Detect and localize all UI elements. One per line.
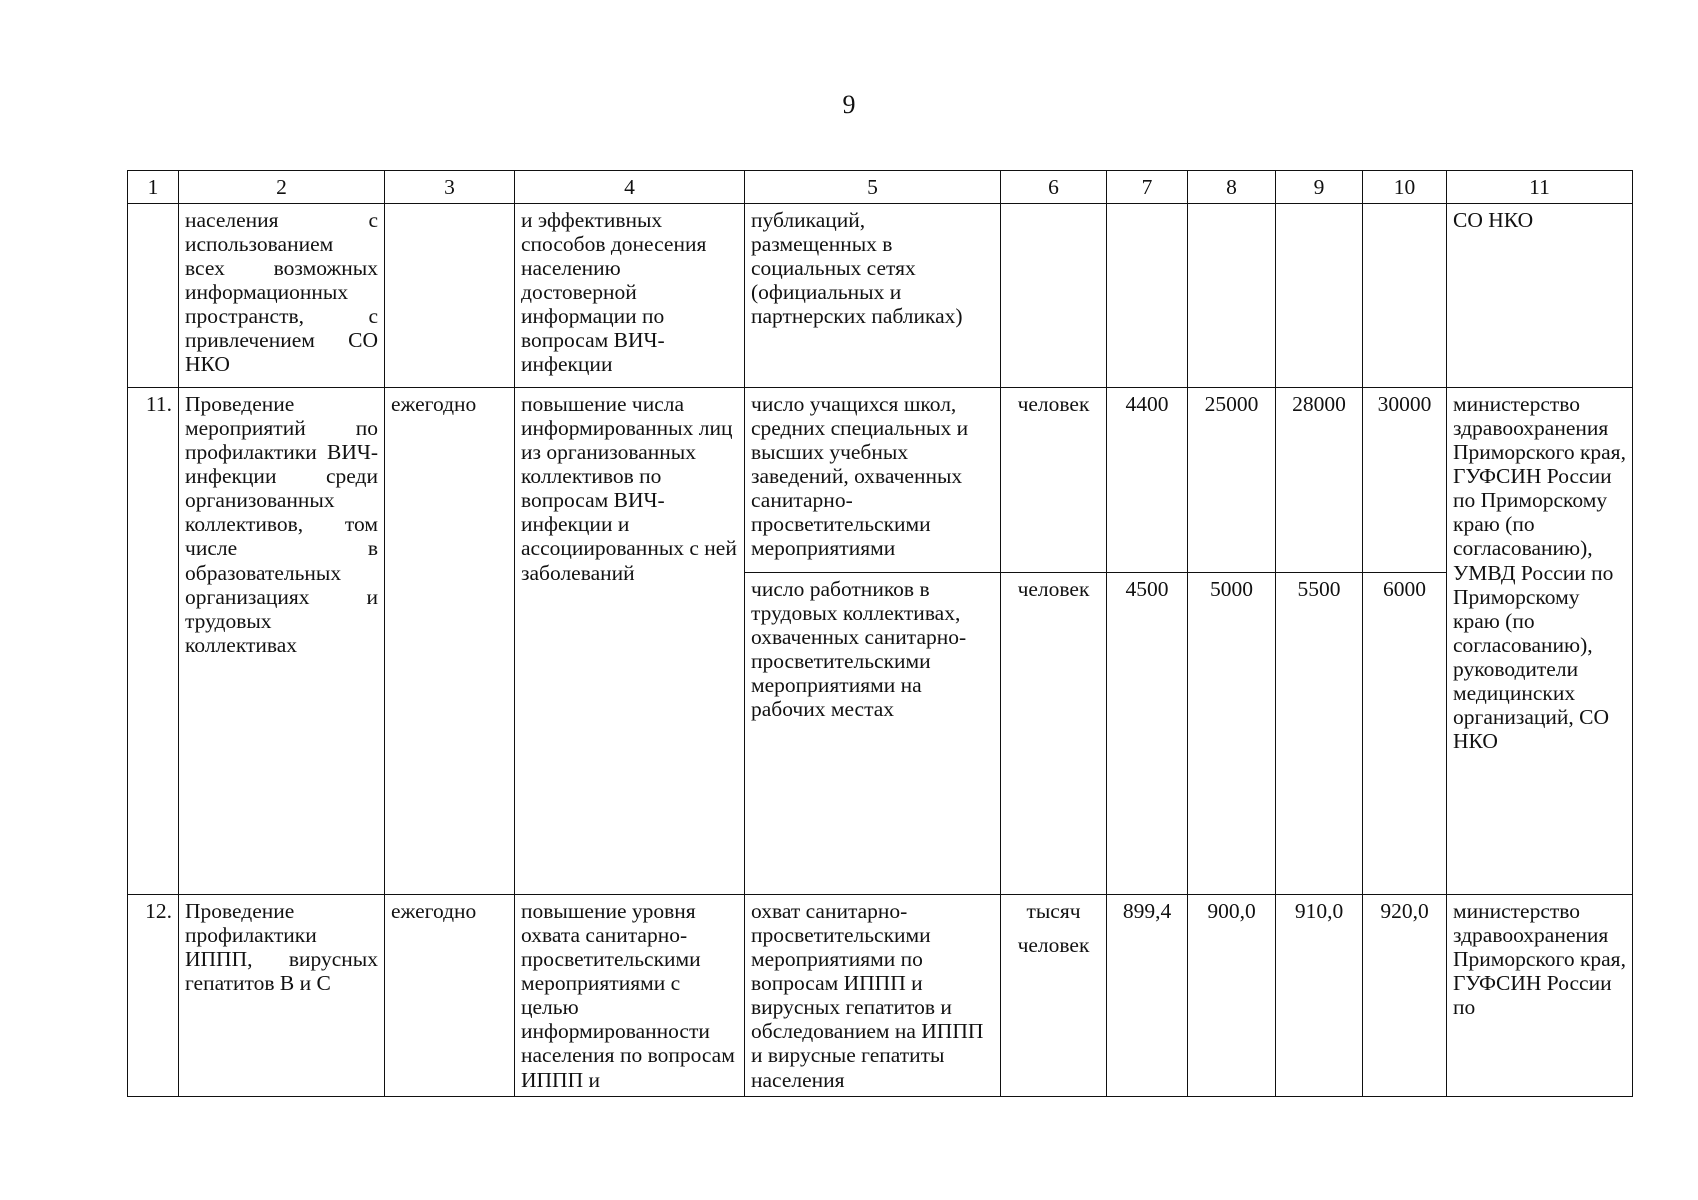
activity-cell: населения с использованием всех возможных информационных пространств, с привлечением СО НКО: [179, 204, 385, 388]
column-header: 1: [128, 171, 179, 204]
column-header: 5: [745, 171, 1001, 204]
indicator-name-cell: число учащихся школ, средних специальных и высших учебных заведений, охваченных санитарно-просветительскими мероприятиями: [745, 388, 1001, 573]
column-header: 4: [515, 171, 745, 204]
indicator-name-cell: число работников в трудовых коллективах, охваченных санитарно-просветительскими мероприятиями на рабочих местах: [745, 573, 1001, 895]
value-cell: 4400: [1107, 388, 1188, 573]
value-cell: 900,0: [1188, 895, 1276, 1097]
unit-cell: человек: [1001, 388, 1107, 573]
column-number-row: [128, 171, 1633, 204]
value-cell: 30000: [1363, 388, 1447, 573]
row-number: 11.: [128, 388, 179, 895]
value-cell: 6000: [1363, 573, 1447, 895]
period-cell: ежегодно: [385, 895, 515, 1097]
result-cell: повышение уровня охвата санитарно-просветительскими мероприятиями с целью информированности населения по вопросам ИППП и: [515, 895, 745, 1097]
value-cell: 920,0: [1363, 895, 1447, 1097]
indicator-name-cell: охват санитарно-просветительскими мероприятиями по вопросам ИППП и вирусных гепатитов и обследованием на ИППП и вирусные гепатиты населения: [745, 895, 1001, 1097]
unit-cell: [1001, 204, 1107, 388]
page-number: 9: [842, 90, 856, 119]
value-cell: [1276, 204, 1363, 388]
column-header: 10: [1363, 171, 1447, 204]
result-cell: и эффективных способов донесения населению достоверной информации по вопросам ВИЧ-инфекции: [515, 204, 745, 388]
column-header: 7: [1107, 171, 1188, 204]
value-cell: 4500: [1107, 573, 1188, 895]
table-row: [128, 204, 1633, 388]
responsible-cell: СО НКО: [1447, 204, 1633, 388]
measures-table: [127, 170, 1633, 1097]
value-cell: 5500: [1276, 573, 1363, 895]
unit-cell: человек: [1001, 573, 1107, 895]
activity-cell: Проведение мероприятий по профилактики ВИЧ-инфекции среди организованных коллективов, том числе в образовательных организациях и трудовых коллективах: [179, 388, 385, 895]
period-cell: [385, 204, 515, 388]
responsible-cell: министерство здравоохранения Приморского края, ГУФСИН России по Приморскому краю (по согласованию), УМВД России по Приморскому краю (по согласованию), руководители медицинских организаций, СО НКО: [1447, 388, 1633, 895]
indicator-name-cell: публикаций, размещенных в социальных сетях (официальных и партнерских пабликах): [745, 204, 1001, 388]
table-row: [128, 895, 1633, 1097]
unit-line: человек: [1017, 933, 1090, 958]
row-number: [128, 204, 179, 388]
column-header: 2: [179, 171, 385, 204]
column-header: 3: [385, 171, 515, 204]
column-header: 6: [1001, 171, 1107, 204]
result-cell: повышение числа информированных лиц из организованных коллективов по вопросам ВИЧ-инфекции и ассоциированных с ней заболеваний: [515, 388, 745, 895]
value-cell: [1363, 204, 1447, 388]
activity-cell: Проведение профилактики ИППП, вирусных гепатитов В и С: [179, 895, 385, 1097]
value-cell: 910,0: [1276, 895, 1363, 1097]
unit-cell: [1001, 895, 1107, 1097]
value-cell: [1188, 204, 1276, 388]
column-header: 8: [1188, 171, 1276, 204]
value-cell: 25000: [1188, 388, 1276, 573]
unit-line: тысяч: [1026, 899, 1081, 923]
period-cell: ежегодно: [385, 388, 515, 895]
responsible-cell: министерство здравоохранения Приморского края, ГУФСИН России по: [1447, 895, 1633, 1097]
value-cell: 28000: [1276, 388, 1363, 573]
value-cell: [1107, 204, 1188, 388]
column-header: 9: [1276, 171, 1363, 204]
table-row: [128, 388, 1633, 573]
column-header: 11: [1447, 171, 1633, 204]
row-number: 12.: [128, 895, 179, 1097]
value-cell: 899,4: [1107, 895, 1188, 1097]
value-cell: 5000: [1188, 573, 1276, 895]
